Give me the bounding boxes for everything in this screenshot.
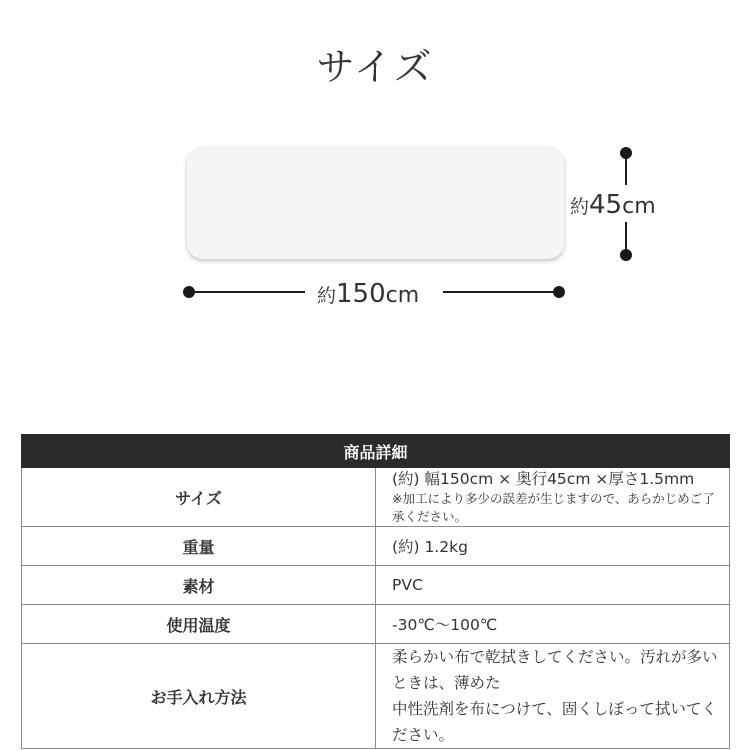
row-label-material: 素材 bbox=[22, 566, 376, 605]
table-row bbox=[22, 644, 730, 749]
depth-unit: cm bbox=[622, 194, 656, 219]
care-line-2: 中性洗剤を布につけて、固くしぼって拭いてください。 bbox=[392, 700, 717, 744]
page-title: サイズ bbox=[316, 45, 434, 89]
row-label-temperature: 使用温度 bbox=[22, 605, 376, 644]
row-value-material: PVC bbox=[376, 566, 730, 605]
depth-dimension-label bbox=[570, 190, 656, 220]
table-row bbox=[22, 468, 730, 527]
product-mat-illustration bbox=[187, 147, 564, 259]
spec-table bbox=[21, 434, 730, 749]
row-value-care bbox=[376, 644, 730, 749]
size-value: (約) 幅150cm × 奥行45cm ×厚さ1.5mm bbox=[392, 470, 695, 488]
row-value-weight: (約) 1.2kg bbox=[376, 527, 730, 566]
width-dimension-label bbox=[311, 279, 425, 309]
table-row bbox=[22, 566, 730, 605]
row-value-temperature: -30℃〜100℃ bbox=[376, 605, 730, 644]
size-note: ※加工により多少の誤差が生じますので、あらかじめご了承ください。 bbox=[392, 491, 715, 524]
table-row bbox=[22, 605, 730, 644]
row-label-weight: 重量 bbox=[22, 527, 376, 566]
table-row bbox=[22, 527, 730, 566]
width-value: 150 bbox=[336, 279, 386, 309]
depth-value: 45 bbox=[589, 190, 623, 220]
width-prefix: 約 bbox=[317, 285, 337, 307]
row-value-size bbox=[376, 468, 730, 527]
care-line-1: 柔らかい布で乾拭きしてください。汚れが多いときは、薄めた bbox=[392, 648, 718, 692]
row-label-size: サイズ bbox=[22, 468, 376, 527]
spec-table-header: 商品詳細 bbox=[22, 435, 730, 468]
row-label-care: お手入れ方法 bbox=[22, 644, 376, 749]
depth-prefix: 約 bbox=[570, 196, 590, 218]
width-unit: cm bbox=[385, 283, 420, 308]
